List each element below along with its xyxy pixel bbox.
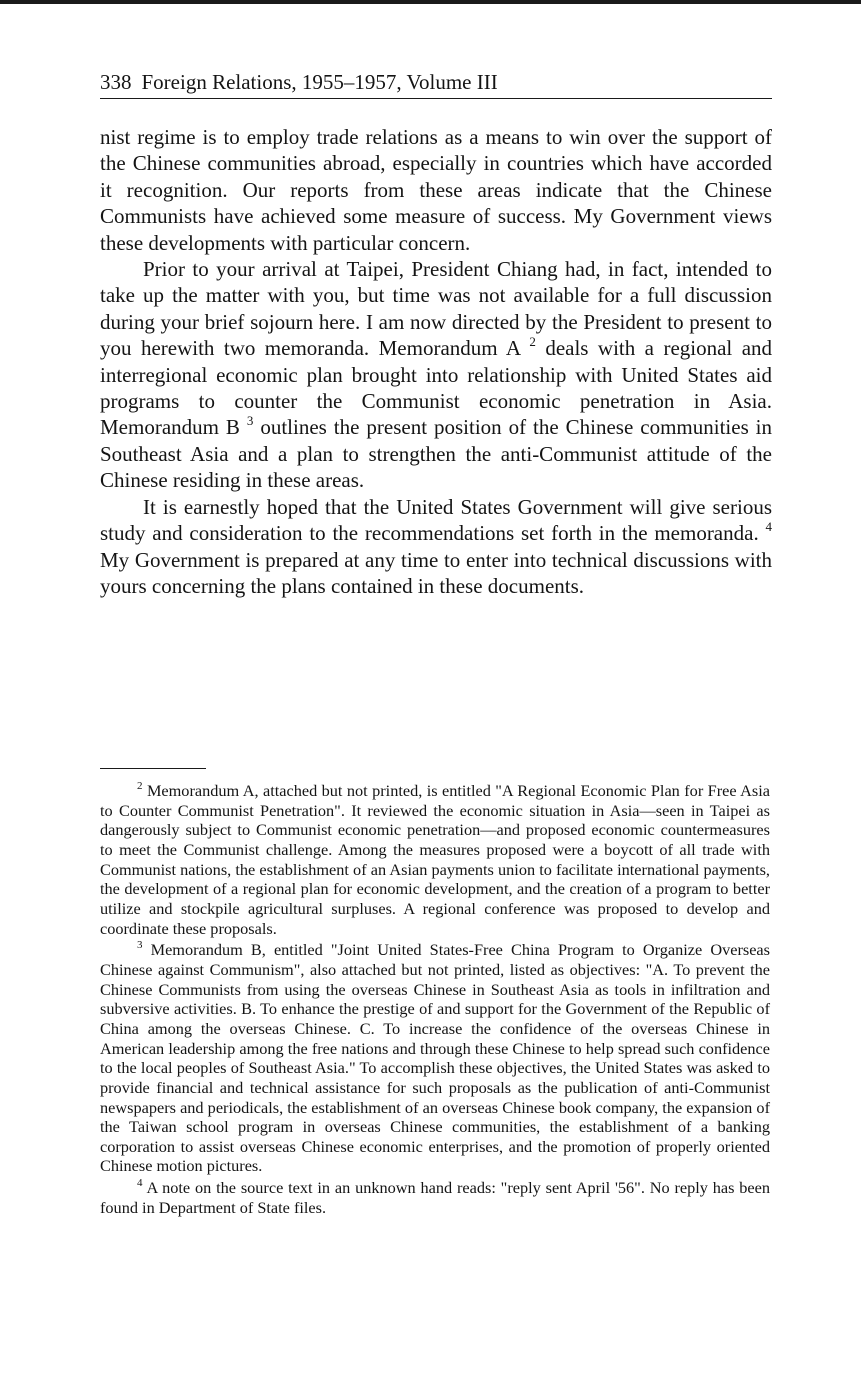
paragraph-1: nist regime is to employ trade relations as a means to win over the support of the Chinese communities abroad, especially in countries which have accorded it recognition. Our reports from these areas indicate that the Chinese Communists have achieved some measure of success. My Government views these developments with particular concern. xyxy=(100,125,772,255)
paragraph-2-text-c: outlines the present position of the Chinese communities in Southeast Asia and a plan to strengthen the anti-Communist attitude of the Chinese residing in these areas. xyxy=(100,415,773,493)
footnote-ref-3[interactable]: 3 xyxy=(246,413,254,429)
paragraph-2-text-a: Prior to your arrival at Taipei, President Chiang had, in fact, intended to take up the matter with you, but time was not available for a full discussion during your brief sojourn here. I am now directed by the President to present to you herewith two memoranda. Memorandum A xyxy=(100,257,772,361)
footnote-divider xyxy=(100,768,206,769)
paragraph-2-text-b: deals with a regional and interregional economic plan brought into relationship with United States aid programs to counter the Communist economic penetration in Asia. Memorandum B xyxy=(100,336,773,440)
running-head-title: Foreign Relations, 1955–1957, Volume III xyxy=(141,70,498,94)
footnote-ref-4[interactable]: 4 xyxy=(765,519,772,535)
paragraph-3 xyxy=(100,494,772,600)
footnote-2 xyxy=(100,781,770,938)
page-top-border xyxy=(0,0,861,4)
page-number: 338 xyxy=(100,70,132,94)
paragraph-3-text-a: It is earnestly hoped that the United States Government will give serious study and consideration to the recommendations set forth in the memoranda. xyxy=(100,494,772,546)
main-text xyxy=(100,124,772,599)
footnote-4 xyxy=(100,1178,770,1217)
footnote-2-text: Memorandum A, attached but not printed, is entitled "A Regional Economic Plan for Free Asia to Counter Communist Penetration". It reviewed the economic situation in Asia—seen in Taipei as dangerously subject to Communist economic penetration—and proposed economic countermeasures to meet the Communist challenge. Among the measures proposed were a boycott of all trade with Communist nations, the establishment of an Asian payments union to facilitate international payments, the development of a regional plan for economic development, and the creation of a program to better utilize and stockpile agricultural surpluses. A regional conference was proposed to develop and coordinate these proposals. xyxy=(100,781,770,938)
footnote-3-number: 3 xyxy=(137,938,143,951)
footnote-2-number: 2 xyxy=(137,779,143,792)
running-head xyxy=(100,68,772,99)
footnotes xyxy=(100,781,770,1219)
paragraph-3-text-b: My Government is prepared at any time to enter into technical discussions with yours concerning the plans contained in these documents. xyxy=(100,547,772,598)
footnote-4-text: A note on the source text in an unknown hand reads: "reply sent April '56". No reply has been found in Department of State files. xyxy=(100,1178,771,1217)
paragraph-2 xyxy=(100,256,772,494)
footnote-ref-2[interactable]: 2 xyxy=(529,334,536,350)
footnote-4-number: 4 xyxy=(137,1176,143,1189)
footnote-3 xyxy=(100,940,770,1176)
footnote-3-text: Memorandum B, entitled "Joint United States-Free China Program to Organize Overseas Chinese against Communism", also attached but not printed, listed as objectives: "A. To prevent the Chinese Communists from using the overseas Chinese in Southeast Asia as tools in infiltration and subversive activities. B. To enhance the prestige of and support for the Government of the Republic of China among the overseas Chinese. C. To increase the confidence of the overseas Chinese in American leadership among the free nations and through these Chinese to help spread such confidence to the local peoples of Southeast Asia." To accomplish these objectives, the United States was asked to provide financial and technical assistance for such proposals as the publication of anti-Communist newspapers and periodicals, the establishment of an overseas Chinese book company, the expansion of the Taiwan school program in overseas Chinese communities, the establishment of a banking corporation to assist overseas Chinese economic enterprises, and the promotion of properly oriented Chinese motion pictures. xyxy=(100,940,770,1176)
